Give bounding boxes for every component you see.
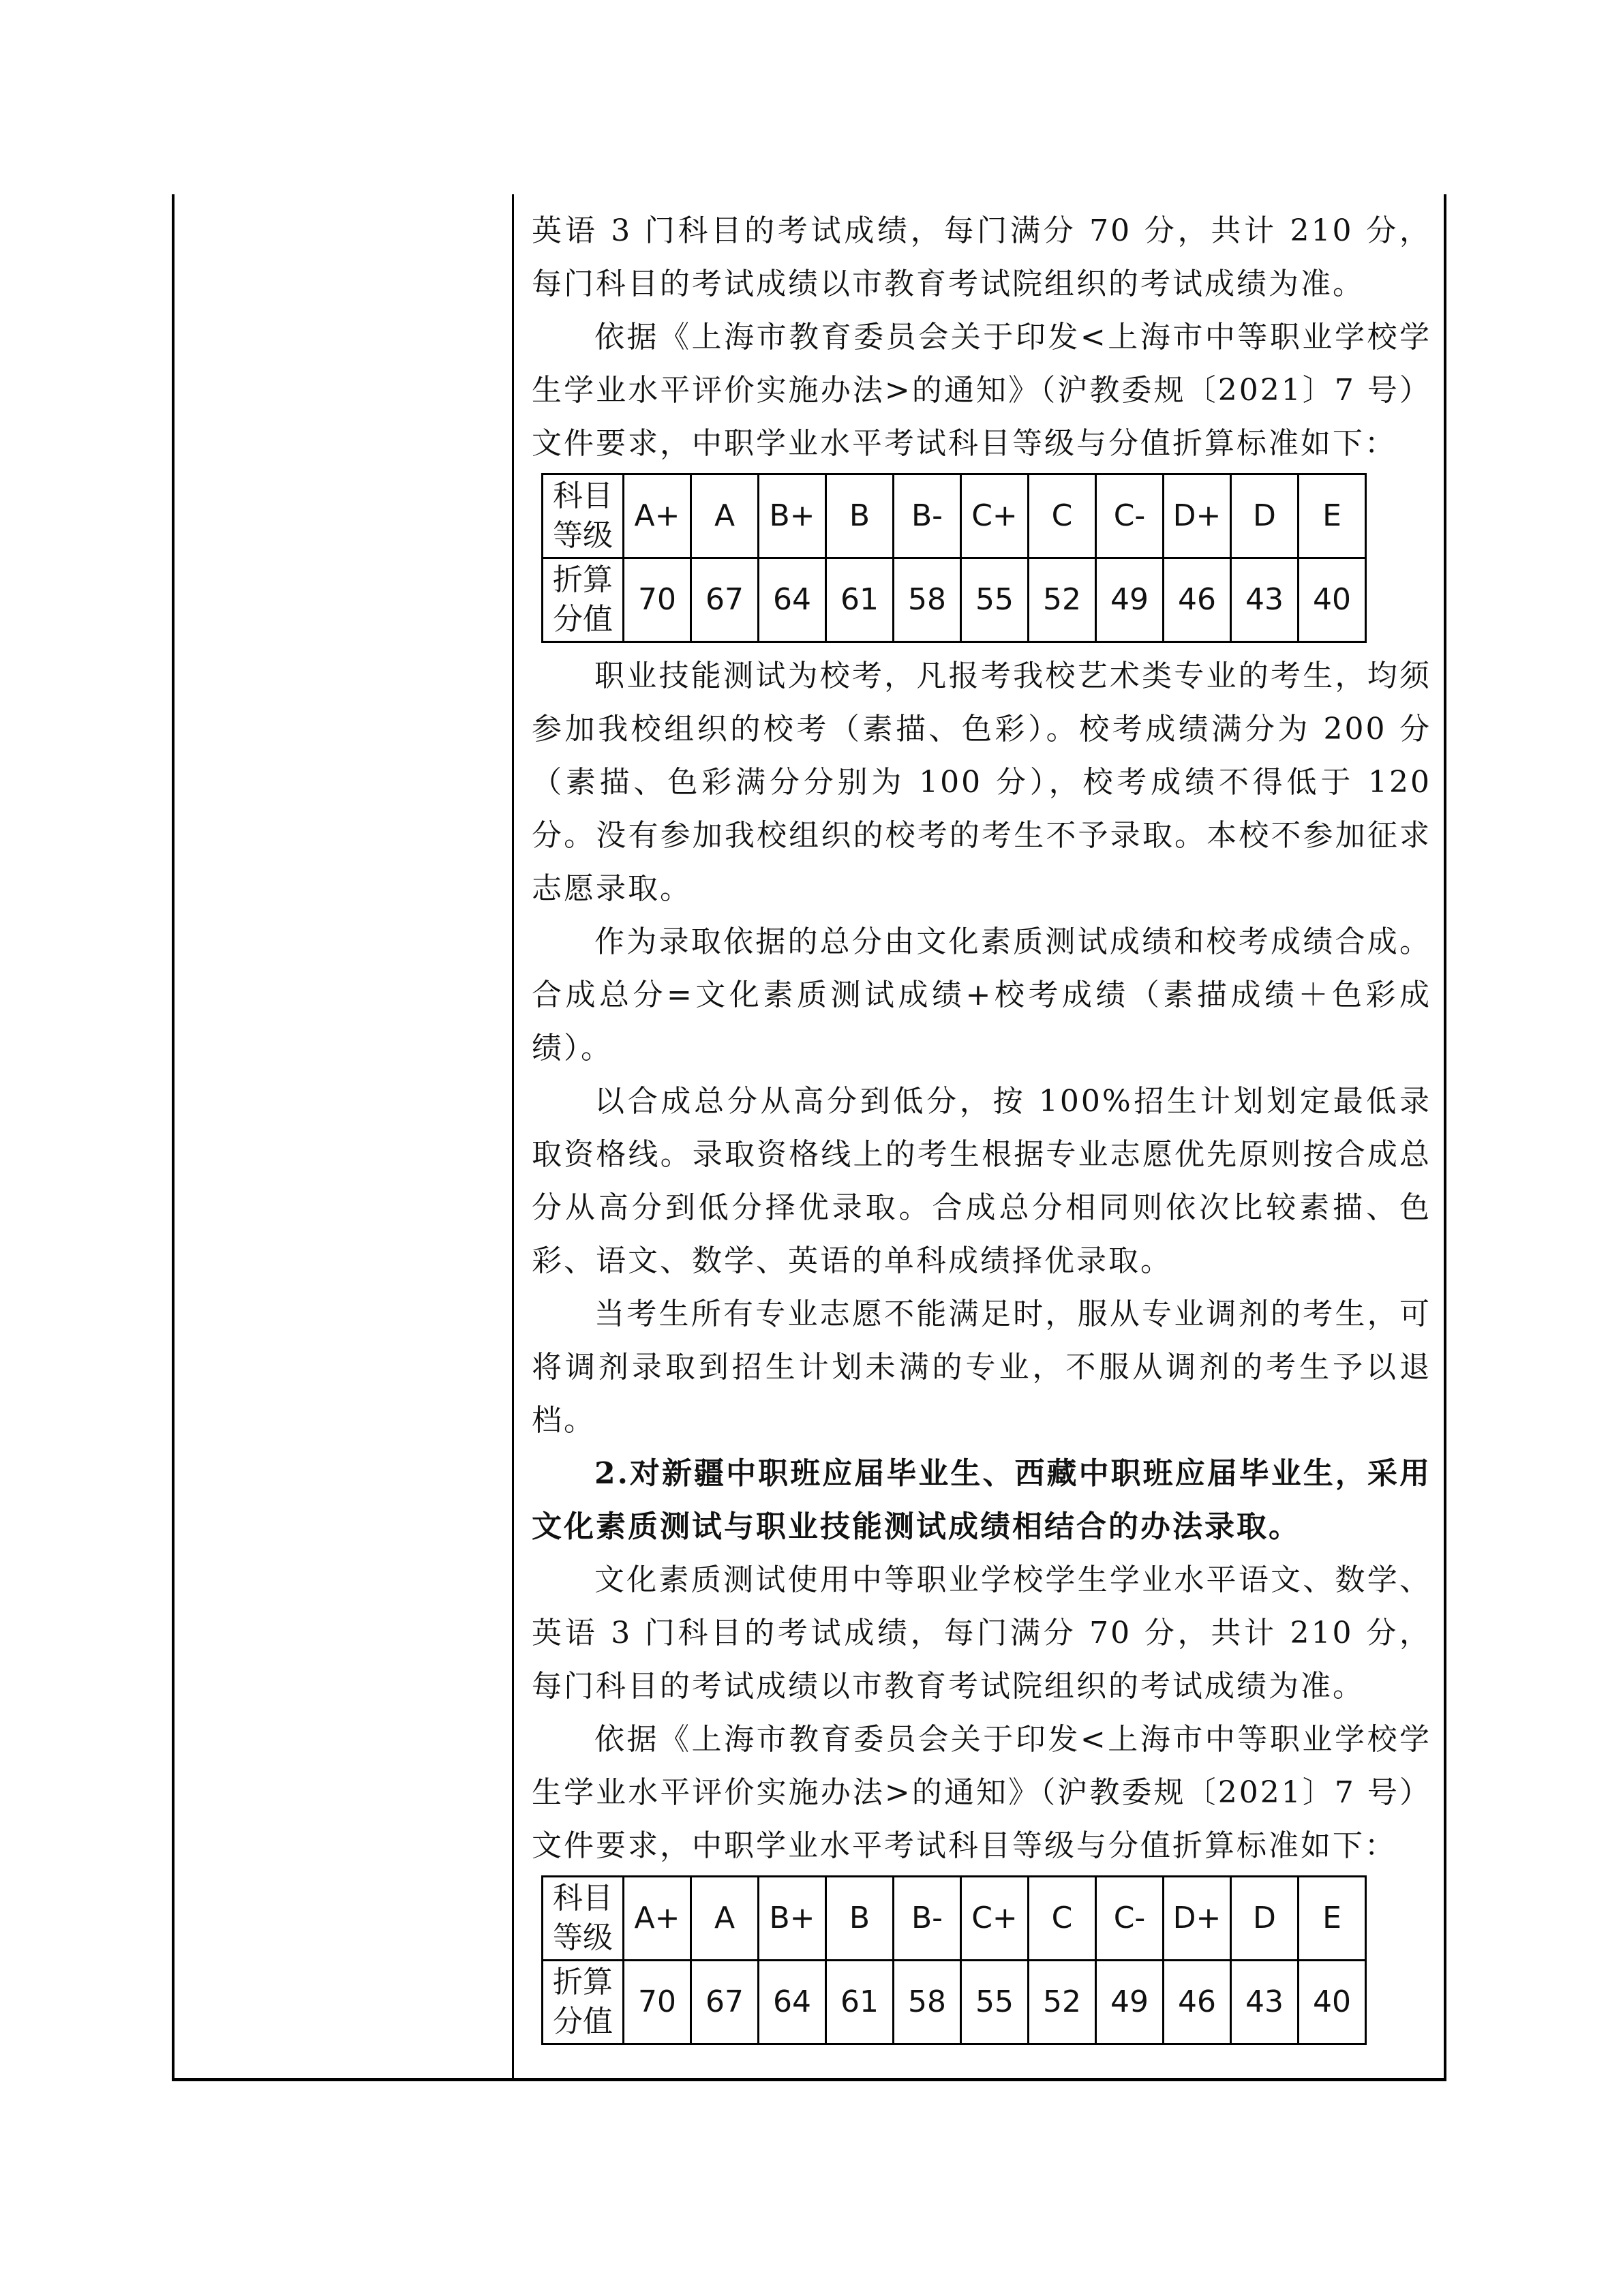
score-cell: 49 xyxy=(1096,1961,1164,2044)
row-header: 科目 等级 xyxy=(543,1877,624,1961)
score-cell: 43 xyxy=(1231,1961,1299,2044)
grade-cell: B- xyxy=(894,1877,961,1961)
grade-cell: D+ xyxy=(1164,1877,1231,1961)
grade-cell: D+ xyxy=(1164,474,1231,558)
grade-cell: B+ xyxy=(759,474,826,558)
score-cell: 40 xyxy=(1299,1961,1366,2044)
paragraph: 英语 3 门科目的考试成绩，每门满分 70 分，共计 210 分，每门科目的考试成绩以市教育考试院组织的考试成绩为准。 xyxy=(532,213,1431,301)
grade-cell: A xyxy=(691,474,759,558)
score-cell: 70 xyxy=(624,1961,691,2044)
paragraph: 文化素质测试使用中等职业学校学生学业水平语文、数学、英语 3 门科目的考试成绩，每门满分 70 分，共计 210 分，每门科目的考试成绩以市教育考试院组织的考试成绩为准。 xyxy=(532,1562,1431,1704)
grade-cell: D xyxy=(1231,474,1299,558)
score-cell: 55 xyxy=(961,558,1029,642)
paragraph: 以合成总分从高分到低分，按 100%招生计划划定最低录取资格线。录取资格线上的考生根据专业志愿优先原则按合成总分从高分到低分择优录取。合成总分相同则依次比较素描、色彩、语文、数学、英语的单科成绩择优录取。 xyxy=(532,1084,1431,1278)
score-cell: 46 xyxy=(1164,558,1231,642)
score-cell: 64 xyxy=(759,558,826,642)
section-heading: 2.对新疆中职班应届毕业生、西藏中职班应届毕业生，采用文化素质测试与职业技能测试成绩相结合的办法录取。 xyxy=(532,1456,1431,1544)
score-cell: 52 xyxy=(1029,1961,1096,2044)
grade-cell: C+ xyxy=(961,1877,1029,1961)
paragraph: 当考生所有专业志愿不能满足时，服从专业调剂的考生，可将调剂录取到招生计划未满的专业，不服从调剂的考生予以退档。 xyxy=(532,1297,1431,1438)
paragraph: 职业技能测试为校考，凡报考我校艺术类专业的考生，均须参加我校组织的校考（素描、色彩）。校考成绩满分为 200 分（素描、色彩满分分别为 100 分），校考成绩不得低于 120 分。没有参加我校组织的校考的考生不予录取。本校不参加征求志愿录取。 xyxy=(532,659,1431,906)
grade-row xyxy=(543,1877,1366,1961)
score-cell: 40 xyxy=(1299,558,1366,642)
score-cell: 43 xyxy=(1231,558,1299,642)
score-cell: 58 xyxy=(894,1961,961,2044)
paragraph: 依据《上海市教育委员会关于印发<上海市中等职业学校学生学业水平评价实施办法>的通知》（沪教委规〔2021〕7 号）文件要求，中职学业水平考试科目等级与分值折算标准如下： xyxy=(532,320,1431,461)
row-header: 折算 分值 xyxy=(543,558,624,642)
score-cell: 70 xyxy=(624,558,691,642)
grade-cell: E xyxy=(1299,1877,1366,1961)
grade-cell: E xyxy=(1299,474,1366,558)
grade-cell: C xyxy=(1029,1877,1096,1961)
score-cell: 55 xyxy=(961,1961,1029,2044)
row-header: 折算 分值 xyxy=(543,1961,624,2044)
score-cell: 67 xyxy=(691,1961,759,2044)
grade-cell: A xyxy=(691,1877,759,1961)
score-row xyxy=(543,1961,1366,2044)
score-cell: 61 xyxy=(826,558,894,642)
score-cell: 52 xyxy=(1029,558,1096,642)
paragraph: 作为录取依据的总分由文化素质测试成绩和校考成绩合成。合成总分=文化素质测试成绩+校考成绩（素描成绩＋色彩成绩）。 xyxy=(532,924,1431,1066)
score-cell: 49 xyxy=(1096,558,1164,642)
grade-cell: C- xyxy=(1096,1877,1164,1961)
grade-cell: C+ xyxy=(961,474,1029,558)
score-cell: 61 xyxy=(826,1961,894,2044)
grade-cell: C xyxy=(1029,474,1096,558)
score-cell: 64 xyxy=(759,1961,826,2044)
grade-conversion-table xyxy=(541,1875,1367,2045)
score-cell: 58 xyxy=(894,558,961,642)
paragraph: 依据《上海市教育委员会关于印发<上海市中等职业学校学生学业水平评价实施办法>的通知》（沪教委规〔2021〕7 号）文件要求，中职学业水平考试科目等级与分值折算标准如下： xyxy=(532,1722,1431,1863)
score-row xyxy=(543,558,1366,642)
content-cell xyxy=(532,205,1431,2052)
score-cell: 46 xyxy=(1164,1961,1231,2044)
grade-cell: A+ xyxy=(624,474,691,558)
row-header: 科目 等级 xyxy=(543,474,624,558)
grade-cell: B- xyxy=(894,474,961,558)
grade-conversion-table xyxy=(541,473,1367,643)
grade-cell: B+ xyxy=(759,1877,826,1961)
column-divider xyxy=(512,194,514,2081)
grade-cell: A+ xyxy=(624,1877,691,1961)
grade-cell: B xyxy=(826,1877,894,1961)
grade-cell: D xyxy=(1231,1877,1299,1961)
grade-cell: C- xyxy=(1096,474,1164,558)
score-cell: 67 xyxy=(691,558,759,642)
grade-row xyxy=(543,474,1366,558)
grade-cell: B xyxy=(826,474,894,558)
